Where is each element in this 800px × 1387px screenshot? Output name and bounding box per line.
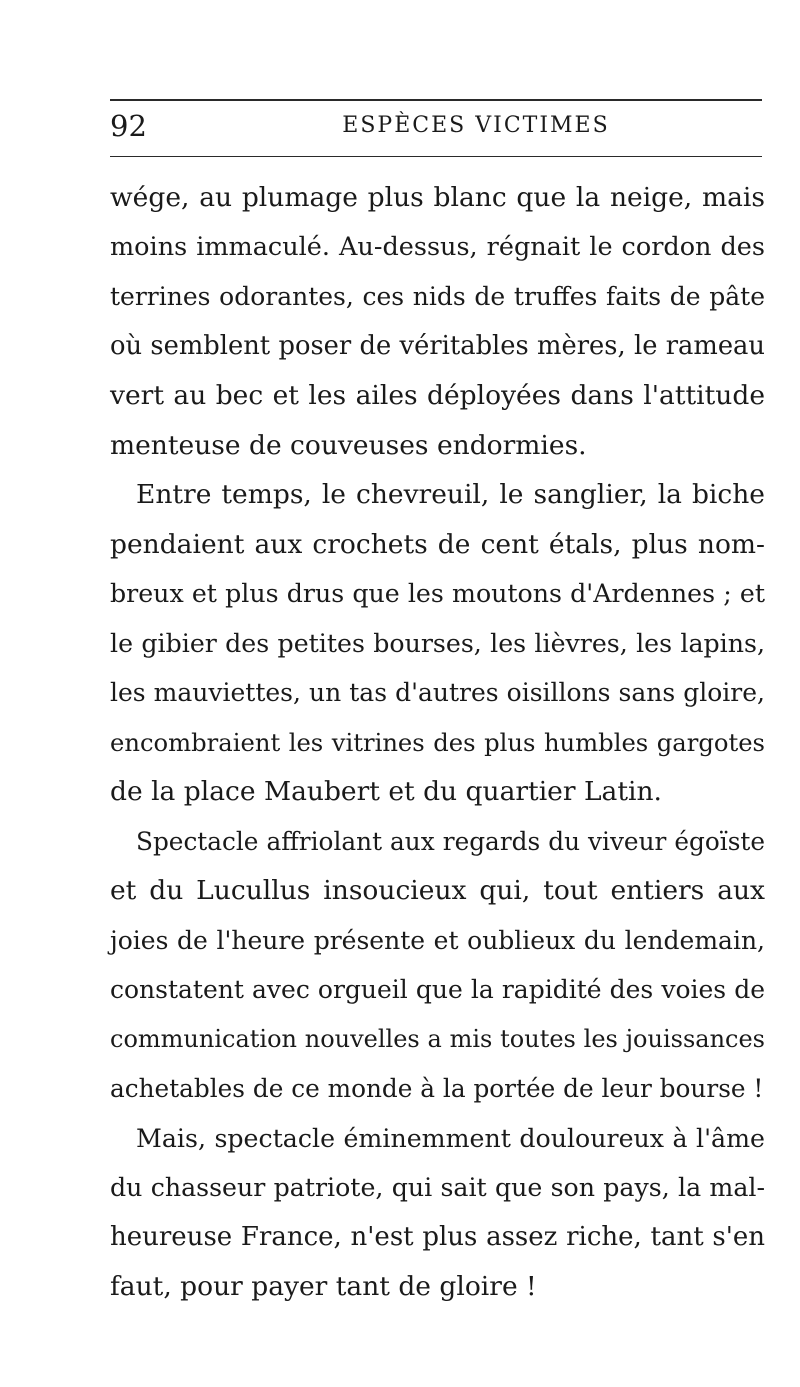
text-line: vert au bec et les ailes déployées dans l'attitude (110, 380, 765, 411)
body-text (110, 173, 765, 1312)
text-line: moins immaculé. Au-dessus, régnait le cordon des (110, 231, 765, 262)
text-line: du chasseur patriote, qui sait que son pays, la mal- (110, 1173, 765, 1202)
text-line: terrines odorantes, ces nids de truffes faits de pâte (110, 282, 765, 311)
text-line: et du Lucullus insoucieux qui, tout entiers aux (110, 875, 765, 906)
text-line: encombraient les vitrines des plus humbles gargotes (110, 727, 765, 757)
text-line: Spectacle affriolant aux regards du viveur égoïste (136, 826, 765, 856)
text-line: Entre temps, le chevreuil, le sanglier, la biche (136, 479, 765, 510)
text-line: wége, au plumage plus blanc que la neige, mais (110, 182, 765, 213)
text-line: communication nouvelles a mis toutes les jouissances (110, 1024, 765, 1053)
text-line: constatent avec orgueil que la rapidité des voies de (110, 975, 765, 1004)
text-line: achetables de ce monde à la portée de leur bourse ! (110, 1074, 764, 1103)
text-line: heureuse France, n'est plus assez riche, tant s'en (110, 1221, 765, 1252)
text-line: pendaient aux crochets de cent étals, plus nom- (110, 528, 765, 560)
text-line: faut, pour payer tant de gloire ! (110, 1271, 537, 1302)
text-line: de la place Maubert et du quartier Latin. (110, 776, 662, 807)
page-number: 92 (110, 109, 147, 143)
text-line: joies de l'heure présente et oublieux du lendemain, (110, 925, 765, 955)
text-line: breux et plus drus que les moutons d'Ardennes ; et (110, 579, 765, 608)
text-line: le gibier des petites bourses, les lièvres, les lapins, (110, 628, 765, 658)
header-top-rule (110, 99, 762, 101)
text-line: où semblent poser de véritables mères, le rameau (110, 330, 765, 361)
page-header (110, 104, 762, 148)
text-line: les mauviettes, un tas d'autres oisillons sans gloire, (110, 678, 765, 707)
text-line: Mais, spectacle éminemment douloureux à l'âme (136, 1123, 765, 1153)
running-title: ESPÈCES VICTIMES (342, 113, 610, 138)
header-bottom-rule (110, 156, 762, 157)
text-line: menteuse de couveuses endormies. (110, 429, 587, 461)
